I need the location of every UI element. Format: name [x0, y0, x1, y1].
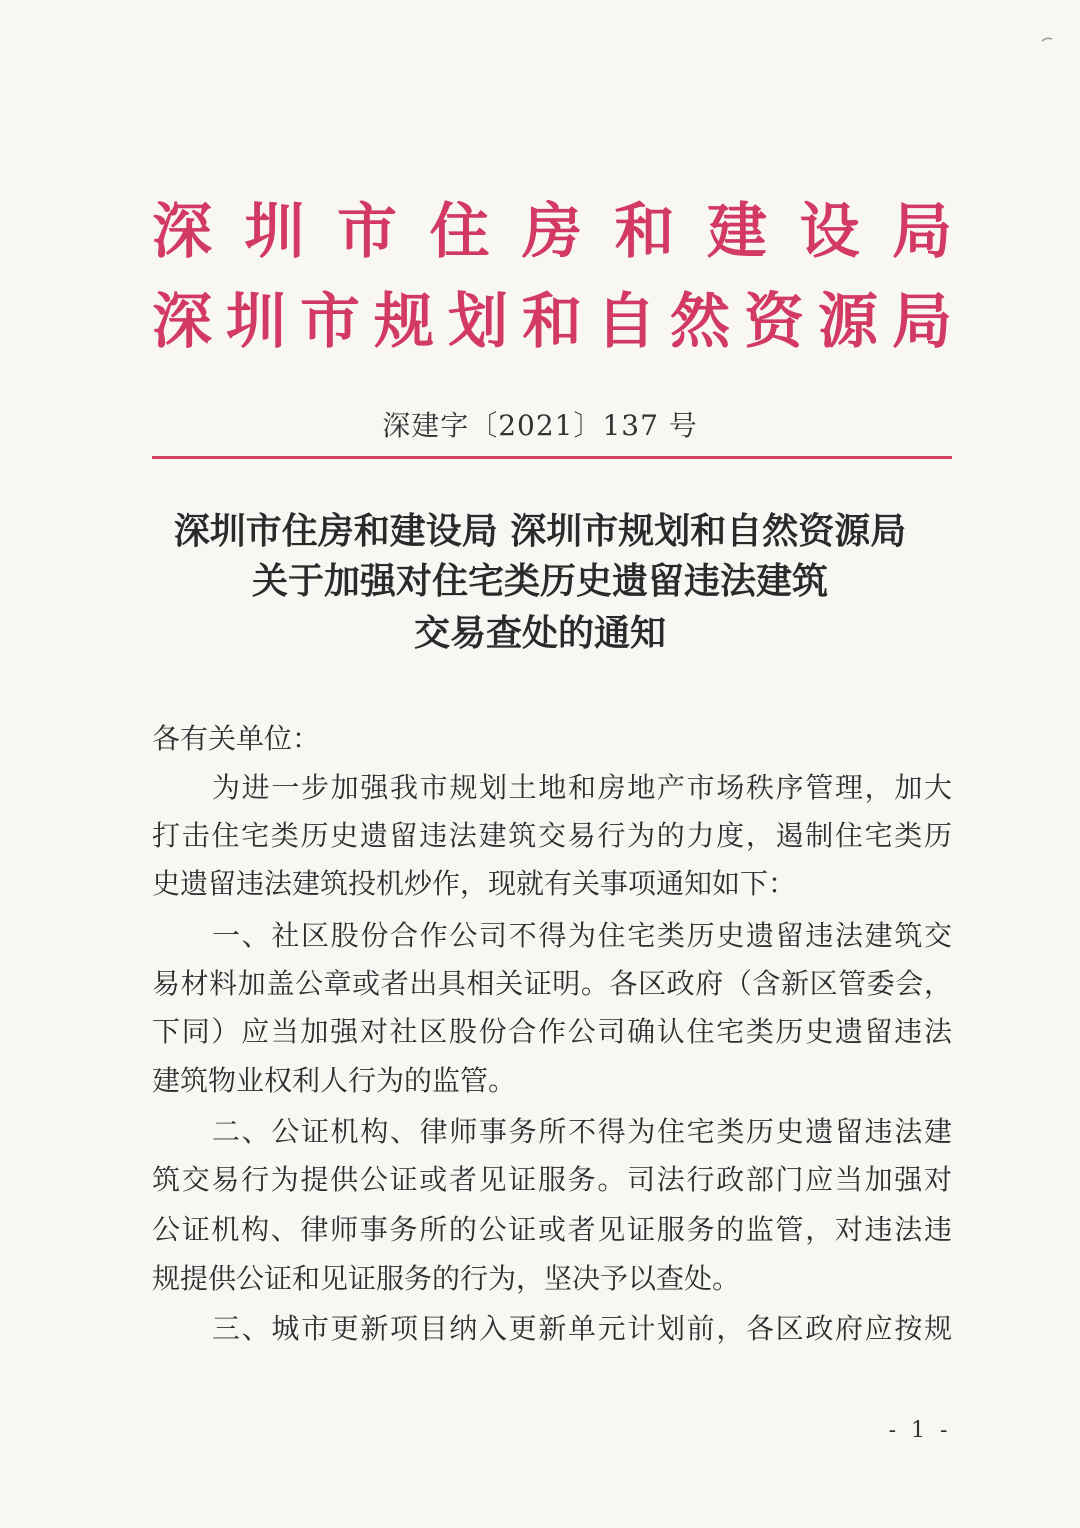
body-line: 三、城市更新项目纳入更新单元计划前，各区政府应按规	[212, 1312, 952, 1345]
header-char: 局	[892, 287, 952, 357]
body-line: 公证机构、律师事务所的公证或者见证服务的监管，对违法违	[152, 1213, 952, 1246]
header-char: 和	[522, 287, 582, 357]
document-title-line-3: 交易查处的通知	[413, 613, 666, 654]
header-char: 深	[152, 197, 212, 267]
header-char: 建	[707, 197, 767, 267]
header-char: 市	[300, 287, 360, 357]
body-line: 下同）应当加强对社区股份合作公司确认住宅类历史遗留违法	[152, 1015, 952, 1048]
red-divider-line	[152, 456, 952, 459]
body-line: 易材料加盖公章或者出具相关证明。各区政府（含新区管委会，	[152, 967, 952, 1000]
header-char: 深	[152, 287, 212, 357]
header-char: 住	[429, 197, 490, 267]
header-char: 局	[892, 197, 952, 267]
header-char: 资	[744, 287, 804, 357]
page-number: - 1 -	[888, 1418, 952, 1443]
header-char: 然	[670, 287, 730, 357]
header-char: 房	[522, 197, 582, 267]
body-line: 史遗留违法建筑投机炒作，现就有关事项通知如下：	[152, 867, 797, 900]
header-char: 规	[374, 287, 434, 357]
document-title-line-2: 关于加强对住宅类历史遗留违法建筑	[251, 561, 828, 602]
header-char: 设	[799, 197, 860, 267]
header-char: 市	[337, 197, 397, 267]
body-line: 建筑物业权利人行为的监管。	[152, 1064, 517, 1097]
issuer-header-housing-bureau	[152, 196, 952, 268]
scan-speck-mark	[1040, 36, 1054, 44]
salutation: 各有关单位：	[152, 722, 321, 755]
header-char: 圳	[226, 287, 286, 357]
header-char: 和	[614, 197, 675, 267]
header-char: 圳	[244, 197, 305, 267]
document-title-line-1: 深圳市住房和建设局 深圳市规划和自然资源局	[173, 511, 907, 552]
body-line: 为进一步加强我市规划土地和房地产市场秩序管理，加大	[212, 771, 952, 804]
body-line: 一、社区股份合作公司不得为住宅类历史遗留违法建筑交	[212, 919, 952, 952]
body-line: 筑交易行为提供公证或者见证服务。司法行政部门应当加强对	[152, 1163, 952, 1196]
body-line: 规提供公证和见证服务的行为，坚决予以查处。	[152, 1262, 741, 1295]
body-line: 打击住宅类历史遗留违法建筑交易行为的力度，遏制住宅类历	[152, 819, 952, 852]
document-number: 深建字〔2021〕137 号	[382, 409, 698, 442]
header-char: 划	[448, 287, 508, 357]
body-line: 二、公证机构、律师事务所不得为住宅类历史遗留违法建	[212, 1115, 952, 1148]
header-char: 源	[818, 287, 878, 357]
issuer-header-planning-bureau	[152, 286, 952, 358]
header-char: 自	[596, 287, 656, 357]
